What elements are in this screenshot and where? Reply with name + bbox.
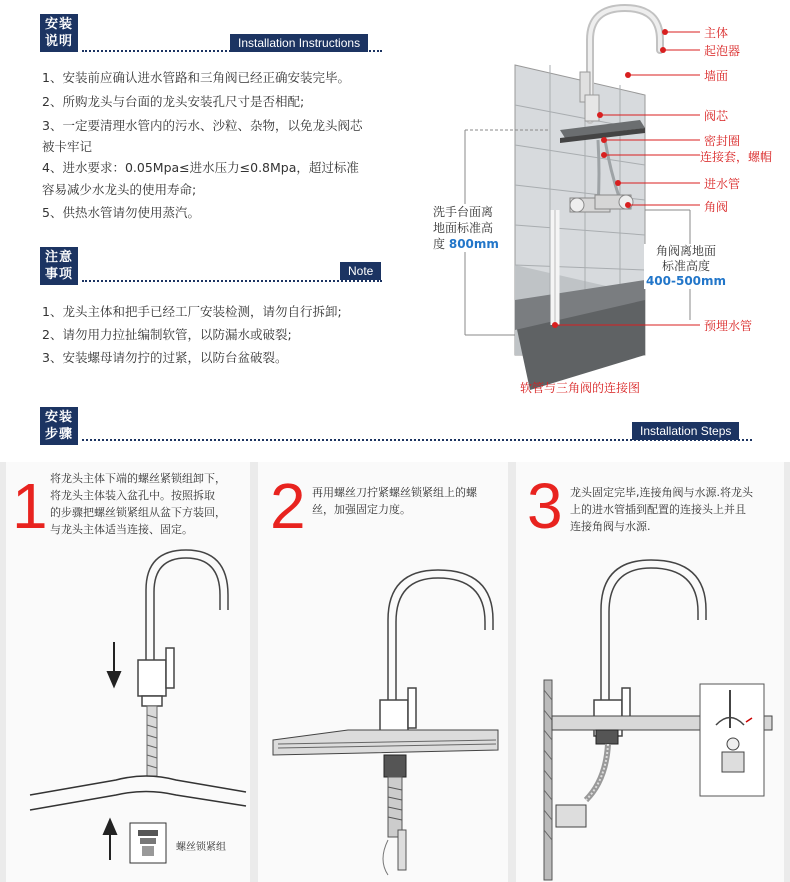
angle-valves bbox=[570, 195, 633, 212]
basin-height-line: 洗手台面离 bbox=[433, 205, 494, 219]
badge-line-2: 步骤 bbox=[44, 427, 73, 442]
step-number-2: 2 bbox=[270, 470, 306, 542]
badge-line-2: 事项 bbox=[44, 267, 73, 282]
badge-line-1: 注意 bbox=[44, 250, 73, 265]
list-item: 1、龙头主体和把手已经工厂安装检测，请勿自行拆卸; bbox=[42, 304, 342, 319]
step-line: 连接角阀与水源. bbox=[570, 520, 651, 533]
label-aerator: 起泡器 bbox=[704, 44, 741, 58]
basin-height-prefix: 度 bbox=[433, 237, 446, 251]
step-number-1: 1 bbox=[12, 470, 48, 542]
step-line: 上的进水管插到配置的连接头上并且 bbox=[570, 503, 746, 516]
faucet-spout bbox=[146, 550, 228, 660]
list-item: 2、所购龙头与台面的龙头安装孔尺寸是否相配; bbox=[42, 94, 305, 109]
step-line: 将龙头主体装入盆孔中。按照拆取 bbox=[50, 489, 215, 502]
angle-valve bbox=[556, 805, 586, 827]
wall-section bbox=[544, 680, 552, 880]
wall-tiles bbox=[515, 65, 645, 390]
badge-line-1: 安装 bbox=[44, 17, 73, 32]
step-1-text bbox=[50, 470, 248, 538]
step-line: 丝，加强固定力度。 bbox=[312, 503, 411, 516]
basin-height-line bbox=[433, 236, 499, 252]
step-2-text bbox=[312, 484, 506, 518]
valve-height-value: 400-500mm bbox=[645, 274, 727, 288]
steps-badge bbox=[40, 407, 78, 445]
step-line: 的步骤把螺丝锁紧组从盆下方装回， bbox=[50, 506, 226, 519]
label-seal-ring: 密封圈 bbox=[704, 134, 741, 148]
up-arrow-icon bbox=[104, 820, 116, 860]
badge-line-2: 说明 bbox=[44, 34, 73, 49]
label-valve-core: 阀芯 bbox=[704, 109, 729, 123]
step-3-text bbox=[570, 484, 782, 535]
step-line: 再用螺丝刀拧紧螺丝锁紧组上的螺 bbox=[312, 486, 477, 499]
basin-height-line: 地面标准高 bbox=[433, 221, 494, 235]
basin-height-value: 800mm bbox=[448, 237, 499, 251]
list-item: 3、一定要清理水管内的污水、沙粒、杂物，以免龙头阀芯 bbox=[42, 118, 363, 133]
diagram-caption: 软管与三角阀的连接图 bbox=[520, 381, 641, 395]
note-badge bbox=[40, 247, 78, 285]
badge-line-1: 安装 bbox=[44, 410, 73, 425]
basin-height-note bbox=[433, 204, 499, 252]
step-3-illustration bbox=[516, 540, 784, 882]
label-embedded-pipe: 预埋水管 bbox=[704, 319, 753, 333]
valve-height-line: 标准高度 bbox=[661, 259, 710, 273]
installation-badge bbox=[40, 14, 78, 52]
label-wall: 墙面 bbox=[704, 69, 729, 83]
step-number-3: 3 bbox=[527, 470, 563, 542]
hose bbox=[586, 744, 608, 800]
step-2-illustration bbox=[258, 540, 508, 882]
list-item: 4、进水要求：0.05Mpa≤进水压力≤0.8Mpa，超过标准 bbox=[42, 160, 359, 175]
step-line: 龙头固定完毕,连接角阀与水源.将龙头 bbox=[570, 486, 753, 499]
down-arrow-icon bbox=[108, 642, 120, 686]
connection-diagram bbox=[420, 0, 790, 400]
label-connector-nut: 连接套，螺帽 bbox=[700, 150, 773, 164]
steps-tag: Installation Steps bbox=[632, 422, 739, 440]
label-inlet-pipe: 进水管 bbox=[704, 177, 741, 191]
list-item: 被卡牢记 bbox=[42, 139, 93, 154]
step-1-illustration bbox=[6, 540, 250, 882]
valve-core bbox=[585, 95, 599, 121]
list-item: 5、供热水管请勿使用蒸汽。 bbox=[42, 205, 200, 220]
list-item: 容易减少水龙头的使用寿命; bbox=[42, 182, 197, 197]
installation-tag: Installation Instructions bbox=[230, 34, 368, 52]
lock-assembly-label: 螺丝锁紧组 bbox=[176, 842, 226, 853]
list-item: 2、请勿用力拉扯编制软管，以防漏水或破裂; bbox=[42, 327, 292, 342]
list-item: 1、安装前应确认进水管路和三角阀已经正确安装完毕。 bbox=[42, 70, 350, 85]
section-divider bbox=[82, 280, 382, 282]
step-line: 与龙头主体适当连接、固定。 bbox=[50, 523, 193, 536]
valve-height-line: 角阀离地面 bbox=[655, 244, 716, 258]
label-main-body: 主体 bbox=[704, 26, 729, 40]
step-line: 将龙头主体下端的螺丝紧锁组卸下， bbox=[50, 472, 226, 485]
note-tag: Note bbox=[340, 262, 381, 280]
valve-height-note bbox=[644, 244, 728, 289]
list-item: 3、安装螺母请勿拧的过紧，以防台盆破裂。 bbox=[42, 350, 288, 365]
label-angle-valve: 角阀 bbox=[704, 200, 729, 214]
